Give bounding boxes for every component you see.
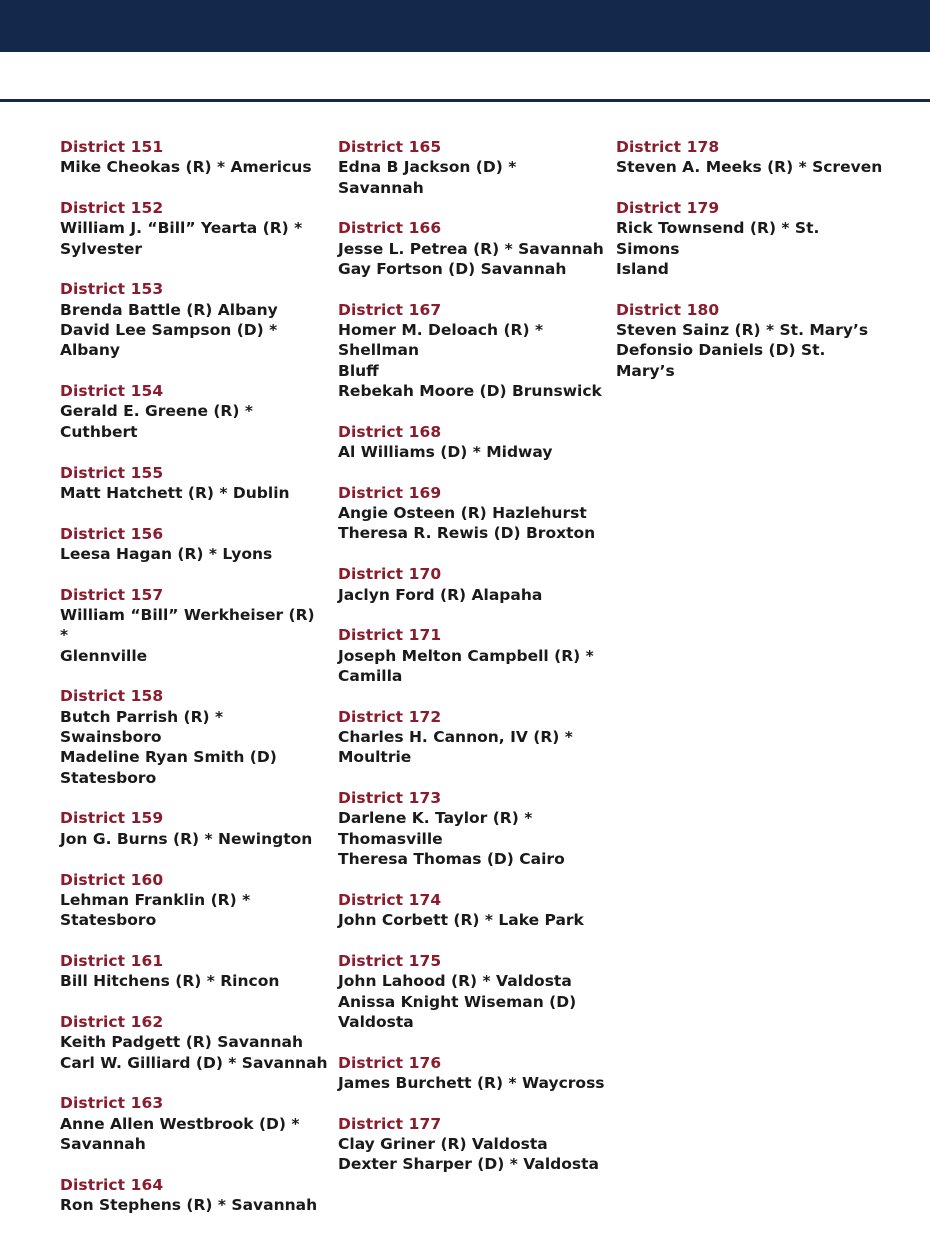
district-label: District 156	[60, 524, 164, 543]
district-entry	[338, 300, 606, 401]
district-label: District 168	[338, 422, 442, 441]
district-entry	[60, 1012, 328, 1073]
district-entry	[338, 1114, 606, 1175]
candidate-line: Leesa Hagan (R) * Lyons	[60, 544, 273, 563]
candidate-line: Clay Griner (R) Valdosta	[338, 1134, 548, 1153]
district-label: District 177	[338, 1114, 442, 1133]
candidate-line: David Lee Sampson (D) * Albany	[60, 321, 278, 360]
candidate-line: Carl W. Gilliard (D) * Savannah	[60, 1053, 328, 1072]
candidate-line: Homer M. Deloach (R) * Shellman	[338, 321, 544, 360]
candidate-line: Lehman Franklin (R) * Statesboro	[60, 890, 251, 930]
candidate-line: Thomasville	[338, 829, 443, 848]
district-entry	[60, 198, 328, 259]
district-label: District 162	[60, 1013, 164, 1031]
district-entry	[338, 137, 606, 198]
candidate-line: Mike Cheokas (R) * Americus	[60, 158, 312, 177]
district-entry	[60, 1175, 328, 1216]
candidate-line: Gerald E. Greene (R) * Cuthbert	[60, 402, 253, 441]
candidate-line: Rebekah Moore (D) Brunswick	[338, 381, 602, 400]
district-label: District 160	[60, 870, 164, 889]
candidate-line: James Burchett (R) * Waycross	[338, 1073, 605, 1092]
district-entry	[338, 788, 606, 869]
candidate-line: Sylvester	[60, 239, 142, 258]
candidate-line: John Corbett (R) * Lake Park	[338, 911, 584, 930]
candidate-line: Dexter Sharper (D) * Valdosta	[338, 1155, 599, 1174]
candidate-line: Edna B Jackson (D) * Savannah	[338, 158, 517, 197]
candidate-line: Savannah	[60, 1134, 146, 1153]
district-entry	[616, 137, 884, 178]
district-entry	[338, 890, 606, 931]
candidate-line: John Lahood (R) * Valdosta	[338, 972, 572, 991]
district-entry	[60, 808, 328, 849]
candidate-line: Angie Osteen (R) Hazlehurst	[338, 504, 587, 523]
candidate-line: William “Bill” Werkheiser (R) *	[60, 606, 315, 645]
district-label: District 164	[60, 1175, 164, 1194]
candidate-line: Camilla	[338, 666, 403, 685]
district-entry	[338, 483, 606, 544]
candidate-line: Al Williams (D) * Midway	[338, 443, 553, 462]
candidate-line: Statesboro	[60, 768, 157, 787]
candidate-line: Madeline Ryan Smith (D)	[60, 748, 277, 767]
district-entry	[338, 951, 606, 1032]
candidate-line: Steven Sainz (R) * St. Mary’s	[616, 321, 869, 340]
district-label: District 152	[60, 199, 164, 218]
district-label: District 151	[60, 138, 164, 156]
district-entry	[338, 422, 606, 463]
candidate-line: Keith Padgett (R) Savannah	[60, 1033, 303, 1052]
district-entry	[60, 951, 328, 992]
district-entry	[60, 463, 328, 504]
district-entry	[60, 524, 328, 565]
candidate-line: Gay Fortson (D) Savannah	[338, 259, 567, 278]
candidate-line: Anissa Knight Wiseman (D)	[338, 992, 577, 1011]
district-label: District 155	[60, 463, 164, 482]
district-label: District 161	[60, 951, 164, 970]
district-label: District 154	[60, 382, 164, 401]
district-label: District 157	[60, 585, 164, 604]
candidate-line: Moultrie	[338, 748, 412, 767]
district-label: District 178	[616, 138, 720, 156]
district-label: District 165	[338, 138, 442, 156]
candidate-line: William J. “Bill” Yearta (R) *	[60, 219, 303, 238]
candidate-line: Theresa R. Rewis (D) Broxton	[338, 524, 596, 543]
district-entry	[60, 1093, 328, 1154]
candidate-line: Matt Hatchett (R) * Dublin	[60, 483, 290, 502]
district-label: District 167	[338, 300, 442, 319]
candidate-line: Jaclyn Ford (R) Alapaha	[338, 585, 543, 604]
district-label: District 175	[338, 951, 442, 970]
district-entry	[616, 300, 884, 381]
candidate-line: Island	[616, 259, 669, 278]
candidate-line: Defonsio Daniels (D) St. Mary’s	[616, 341, 826, 380]
candidate-line: Bluff	[338, 361, 379, 380]
district-label: District 171	[338, 626, 442, 645]
district-label: District 174	[338, 890, 442, 909]
header-bar	[0, 0, 930, 52]
district-entry	[60, 686, 328, 787]
candidate-line: Butch Parrish (R) * Swainsboro	[60, 707, 224, 747]
district-label: District 180	[616, 300, 720, 319]
column-1	[60, 137, 328, 1236]
candidate-line: Charles H. Cannon, IV (R) *	[338, 728, 573, 747]
column-3	[616, 137, 884, 401]
district-label: District 176	[338, 1053, 442, 1072]
district-label: District 159	[60, 809, 164, 828]
column-2	[338, 137, 606, 1195]
candidate-line: Jesse L. Petrea (R) * Savannah	[338, 239, 604, 258]
candidate-line: Glennville	[60, 646, 148, 665]
candidate-line: Bill Hitchens (R) * Rincon	[60, 972, 280, 991]
candidate-line: Rick Townsend (R) * St. Simons	[616, 219, 820, 258]
district-entry	[60, 279, 328, 360]
header-rule	[0, 99, 930, 102]
candidate-line: Theresa Thomas (D) Cairo	[338, 850, 565, 869]
district-entry	[338, 218, 606, 279]
candidate-line: Brenda Battle (R) Albany	[60, 300, 278, 319]
candidate-line: Ron Stephens (R) * Savannah	[60, 1196, 318, 1215]
candidate-line: Steven A. Meeks (R) * Screven	[616, 158, 883, 177]
district-label: District 170	[338, 565, 442, 584]
district-entry	[60, 137, 328, 178]
candidate-line: Valdosta	[338, 1012, 414, 1031]
candidate-line: Darlene K. Taylor (R) *	[338, 809, 533, 828]
candidate-line: Joseph Melton Campbell (R) *	[338, 646, 594, 665]
district-entry	[616, 198, 884, 279]
district-label: District 163	[60, 1094, 164, 1113]
district-entry	[338, 625, 606, 686]
district-entry	[338, 1053, 606, 1094]
district-label: District 166	[338, 219, 442, 238]
district-entry	[338, 707, 606, 768]
district-label: District 158	[60, 687, 164, 706]
district-label: District 173	[338, 789, 442, 808]
district-label: District 153	[60, 280, 164, 299]
district-label: District 179	[616, 199, 720, 218]
candidate-line: Anne Allen Westbrook (D) *	[60, 1114, 300, 1133]
district-entry	[60, 585, 328, 666]
candidate-line: Jon G. Burns (R) * Newington	[60, 829, 313, 848]
district-entry	[338, 564, 606, 605]
district-entry	[60, 870, 328, 931]
district-label: District 169	[338, 483, 442, 502]
district-label: District 172	[338, 707, 442, 726]
district-entry	[60, 381, 328, 442]
